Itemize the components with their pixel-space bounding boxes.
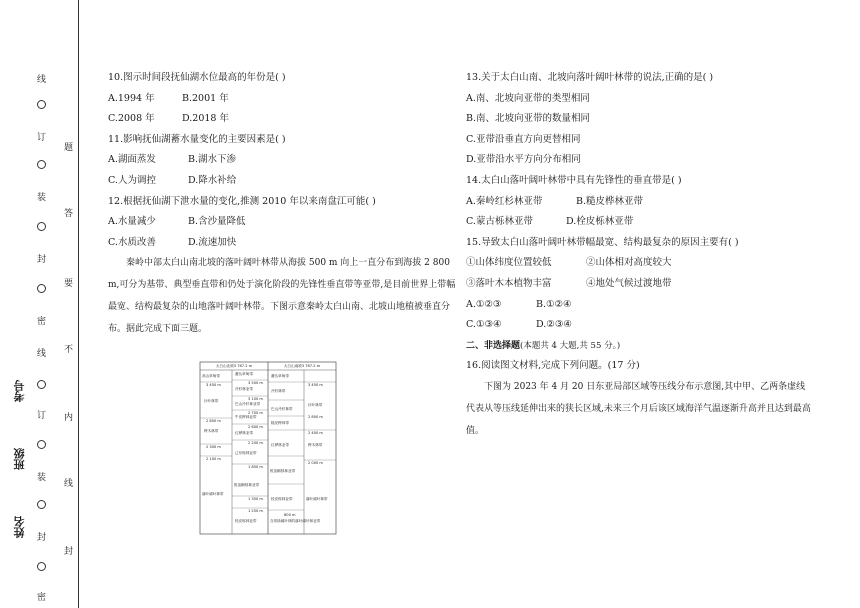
vegetation-zone-diagram	[198, 360, 338, 536]
elevation-label: 2 300 m	[206, 445, 221, 449]
zone-label: 红桦林亚带	[235, 431, 253, 435]
option-c: C.蒙古栎林亚带	[466, 216, 533, 228]
options-row	[466, 212, 826, 233]
cut-mark: 密	[37, 317, 47, 327]
inner-mark: 封	[64, 547, 74, 557]
binding-hole	[37, 222, 46, 231]
zone-label: 针叶林带	[204, 399, 219, 403]
options-row	[466, 253, 826, 274]
binding-hole	[37, 440, 46, 449]
option-c: C.①③④	[466, 319, 502, 331]
options-row	[466, 295, 826, 316]
elevation-label: 3 450 m	[206, 383, 221, 387]
cut-mark: 线	[37, 349, 47, 359]
binding-hole	[37, 500, 46, 509]
options-row	[466, 192, 826, 213]
option-b: B.2001 年	[182, 92, 229, 104]
name-label: 姓名	[13, 516, 26, 538]
statement-3: ③落叶木本植物丰富	[466, 277, 552, 289]
option-a: A.湖面蒸发	[108, 154, 156, 166]
options-row	[108, 171, 458, 192]
binding-margin	[0, 0, 86, 608]
north-slope-title: 太白山北坡3 767.2 m	[215, 364, 253, 368]
zone-label: 灌丛草甸带	[271, 374, 289, 378]
zone-label: 灌丛草甸带	[235, 372, 253, 376]
elevation-label: 3 450 m	[308, 383, 323, 387]
option-b: B.含沙量降低	[188, 216, 246, 228]
option-b: B.南、北坡向亚带的数量相同	[466, 113, 591, 125]
options-row	[108, 109, 458, 130]
zone-label: 栓皮栎林亚带	[235, 519, 257, 523]
zone-label: 锐齿槲栎林亚带	[270, 469, 296, 473]
zone-label: 巴山冷杉林带	[271, 407, 293, 411]
binding-hole	[37, 562, 46, 571]
option-c: C.水质改善	[108, 236, 156, 248]
elevation-label: 1 350 m	[248, 497, 263, 501]
option-d: D.栓皮栎林亚带	[566, 216, 634, 228]
section-heading	[466, 336, 826, 357]
question-13: 13.关于太白山南、北坡向落叶阔叶林带的说法,正确的是( )	[466, 72, 714, 83]
elevation-label: 2 400 m	[308, 431, 323, 435]
inner-mark: 线	[64, 479, 74, 489]
inner-mark: 不	[64, 345, 74, 355]
option-b: B.湖水下渗	[188, 154, 237, 166]
south-slope-title: 太白山南坡3 767.2 m	[283, 364, 321, 368]
zone-label: 栓皮栎林亚带	[271, 497, 293, 501]
elevation-label: 3 100 m	[248, 397, 263, 401]
options-row	[108, 233, 458, 254]
reading-passage: 下图为 2023 年 4 月 20 日东亚局部区域等压线分布示意图,其中甲、乙两条虚线代表从等压线延伸出来的狭长区域,未来三个月后该区域海洋气温逐渐升高并且达到最高值。	[466, 381, 811, 436]
cut-line	[78, 0, 79, 608]
option-d: D.流速加快	[188, 236, 237, 248]
option-d: D.②③④	[536, 319, 572, 331]
cut-mark: 装	[37, 193, 47, 203]
question-11: 11.影响抚仙湖蓄水量变化的主要因素是( )	[108, 133, 286, 145]
zone-label: 冷杉林亚带	[235, 387, 253, 391]
zone-label: 冷杉林带	[271, 389, 286, 393]
zone-label: 锐齿槲栎林亚带	[234, 483, 260, 487]
zone-label: 桦木林带	[204, 429, 219, 433]
reading-passage: 秦岭中部太白山南北坡的落叶阔叶林带从海拔 500 m 向上一直分布到海拔 2 800 m,可分为基带、典型垂直带和仍处于演化阶段的先锋性垂直带等亚带,是目前世界上带幅最宽、结构最复杂的山地落叶阔叶林带。下图示意秦岭太白山南、北坡山地植被垂直分布。据此完成下面三题。	[108, 258, 456, 334]
elevation-label: 2 600 m	[248, 425, 263, 429]
right-column	[466, 68, 826, 442]
inner-mark: 要	[64, 279, 74, 289]
statement-4: ④地处气候过渡地带	[586, 277, 672, 289]
question-15: 15.导致太白山落叶阔叶林带幅最宽、结构最复杂的原因主要有( )	[466, 236, 739, 248]
options-row	[108, 150, 458, 171]
option-b: B.①②④	[536, 298, 572, 310]
cut-mark: 密	[37, 593, 47, 603]
zone-label: 红桦林亚带	[271, 443, 289, 447]
question-16: 16.阅读图文材料,完成下列问题。(17 分)	[466, 360, 640, 372]
inner-mark: 答	[64, 209, 74, 219]
option-c: C.2008 年	[108, 113, 155, 125]
zone-label: 糙皮桦林带	[271, 421, 289, 425]
cut-mark: 装	[37, 473, 47, 483]
option-b: B.糙皮桦林亚带	[576, 195, 644, 207]
zone-label: 含常绿阔叶林的落叶阔叶林亚带	[270, 519, 321, 523]
elevation-label: 2 800 m	[206, 419, 221, 423]
section-note: (本题共 4 大题,共 55 分。)	[520, 340, 621, 351]
binding-hole	[37, 380, 46, 389]
question-10: 10.图示时间段抚仙湖水位最高的年份是( )	[108, 72, 286, 83]
options-row	[108, 89, 458, 110]
option-a: A.1994 年	[108, 92, 155, 104]
zone-label: 桦木林带	[308, 443, 323, 447]
option-d: D.2018 年	[182, 113, 229, 125]
statement-1: ①山体纬度位置较低	[466, 257, 552, 269]
cut-mark: 线	[37, 75, 47, 85]
cut-mark: 封	[37, 255, 47, 265]
question-14: 14.太白山落叶阔叶林带中具有先锋性的垂直带是( )	[466, 174, 682, 186]
option-c: C.人为调控	[108, 174, 156, 186]
elevation-label: 1 250 m	[248, 509, 263, 513]
left-column	[108, 68, 458, 341]
elevation-label: 2 200 m	[248, 441, 263, 445]
zone-label: 落叶阔叶林带	[306, 497, 328, 501]
elevation-label: 2 000 m	[308, 461, 323, 465]
option-c: C.亚带沿垂直方向更替相同	[466, 133, 581, 145]
option-a: A.秦岭红杉林亚带	[466, 195, 543, 207]
option-d: D.亚带沿水平方向分布相同	[466, 154, 581, 166]
statement-2: ②山体相对高度较大	[586, 257, 672, 269]
elevation-label: 1 850 m	[248, 465, 263, 469]
option-d: D.降水补给	[188, 174, 237, 186]
elevation-label: 2 700 m	[248, 411, 263, 415]
zone-label: 辽东栎林亚带	[235, 451, 257, 455]
options-row	[466, 315, 826, 336]
option-a: A.水量减少	[108, 216, 156, 228]
elevation-label: 2 100 m	[206, 457, 221, 461]
elevation-label: 800 m	[284, 513, 296, 517]
cut-mark: 封	[37, 533, 47, 543]
options-row	[466, 274, 826, 295]
elevation-label: 3 500 m	[248, 381, 263, 385]
zone-label: 高山草甸带	[202, 374, 220, 378]
binding-hole	[37, 284, 46, 293]
exam-number-label: 考号	[13, 380, 26, 402]
zone-label: 巴山冷杉林亚带	[235, 402, 261, 406]
option-a: A.①②③	[466, 298, 502, 310]
option-a: A.南、北坡向亚带的类型相同	[466, 92, 590, 104]
zone-label: 牛皮桦林亚带	[235, 415, 257, 419]
zone-label: 落叶阔叶林带	[202, 492, 224, 496]
binding-hole	[37, 100, 46, 109]
cut-mark: 订	[37, 133, 47, 143]
options-row	[108, 212, 458, 233]
binding-hole	[37, 160, 46, 169]
section-title: 二、非选择题	[466, 340, 521, 351]
inner-mark: 题	[64, 143, 74, 153]
cut-mark: 订	[37, 411, 47, 421]
question-12: 12.根据抚仙湖下泄水量的变化,推测 2010 年以来南盘江可能( )	[108, 195, 376, 207]
elevation-label: 2 800 m	[308, 415, 323, 419]
class-label: 班级	[13, 448, 26, 470]
inner-mark: 内	[64, 413, 74, 423]
zone-label: 针叶林带	[308, 403, 323, 407]
